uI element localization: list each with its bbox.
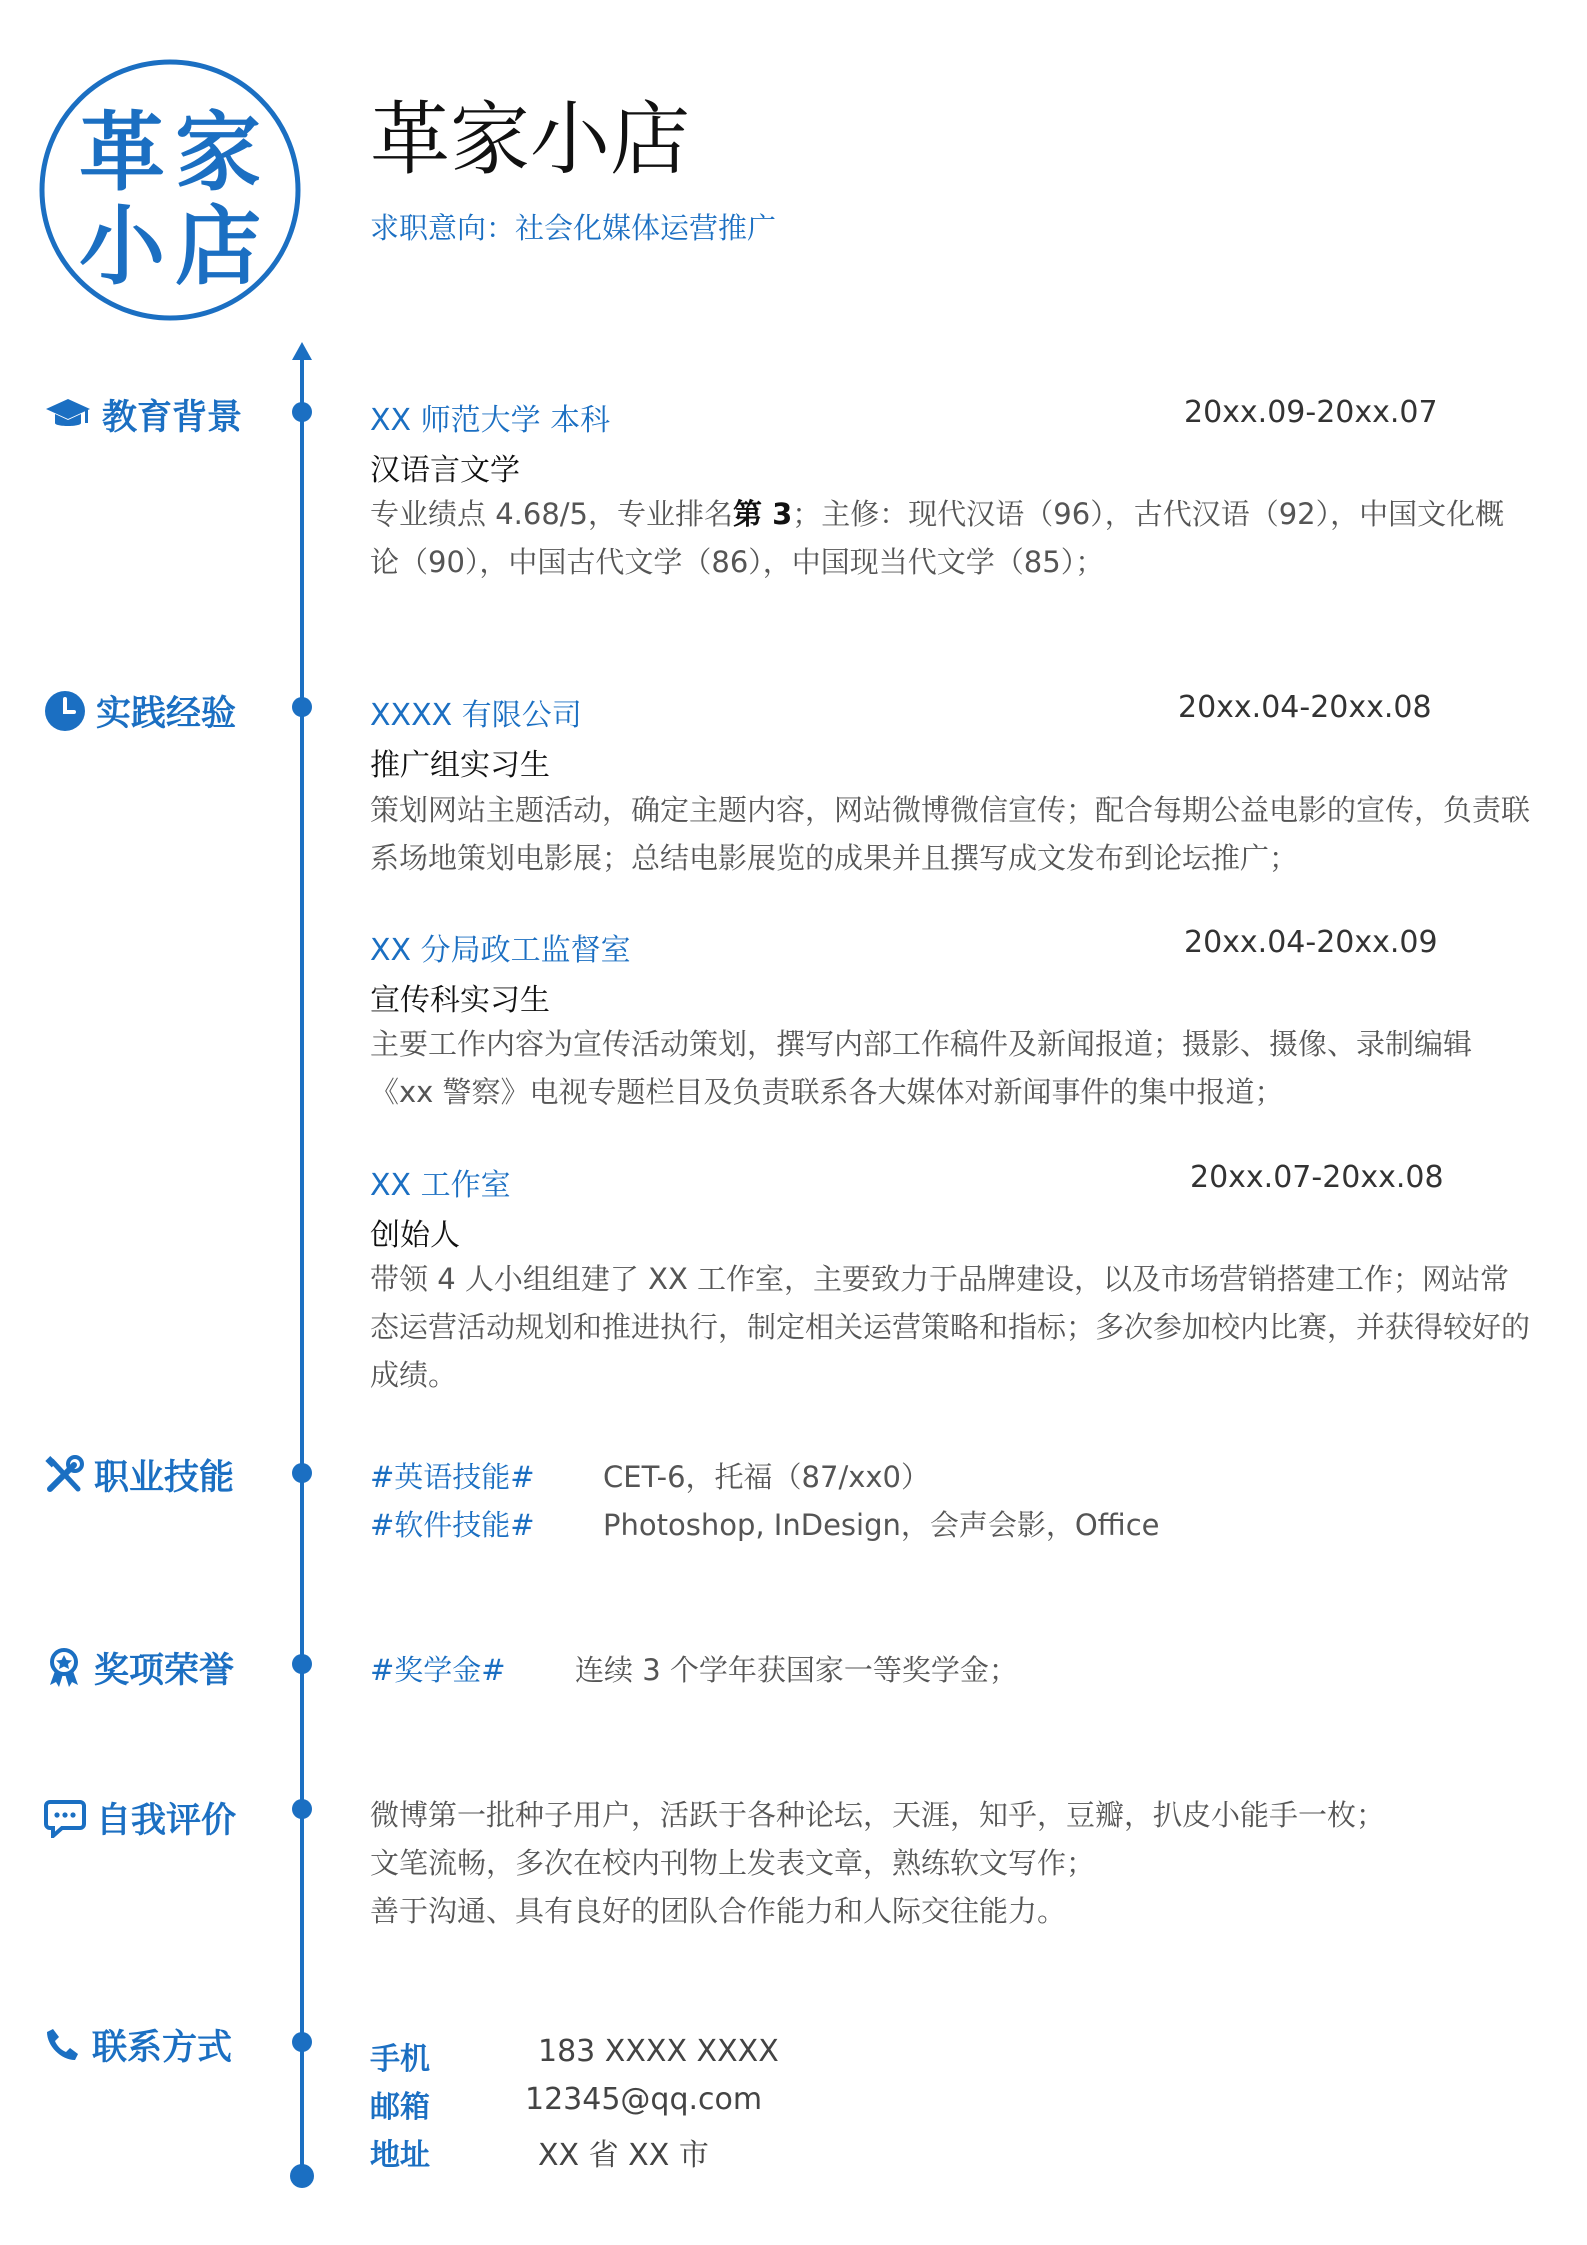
timeline-dot-education [292, 402, 312, 422]
timeline-dot-end [290, 2164, 314, 2188]
experience-date: 20xx.04-20xx.08 [1178, 690, 1432, 725]
graduation-cap-icon [44, 395, 92, 435]
clock-icon [44, 690, 86, 732]
self-eval-line: 文笔流畅，多次在校内刊物上发表文章，熟练软文写作； [370, 1846, 1096, 1880]
logo-char-3: 小 [79, 196, 165, 297]
section-heading-contact [44, 2020, 232, 2070]
section-title: 奖项荣誉 [94, 1651, 235, 1691]
experience-role: 宣传科实习生 [370, 983, 550, 1018]
experience-description: 策划网站主题活动，确定主题内容，网站微博微信宣传；配合每期公益电影的宣传，负责联系场地策划电影展；总结电影展览的成果并且撰写成文发布到论坛推广； [370, 793, 1531, 875]
timeline-line [300, 360, 304, 2175]
contact-label: 手机 [370, 2042, 430, 2077]
section-title: 实践经验 [96, 694, 237, 734]
experience-description: 主要工作内容为宣传活动策划，撰写内部工作稿件及新闻报道；摄影、摄像、录制编辑《xx 警察》电视专题栏目及负责联系各大媒体对新闻事件的集中报道； [370, 1027, 1473, 1109]
tools-icon [44, 1455, 84, 1495]
rank-highlight: 第 3 [733, 497, 793, 531]
logo-seal [38, 58, 302, 322]
experience-role: 推广组实习生 [370, 748, 550, 783]
job-objective: 求职意向：社会化媒体运营推广 [370, 211, 777, 245]
section-heading-self-eval [44, 1793, 236, 1843]
experience-date: 20xx.07-20xx.08 [1190, 1160, 1444, 1195]
timeline-dot-self-eval [292, 1799, 312, 1819]
contact-label: 邮箱 [370, 2090, 430, 2125]
section-title: 职业技能 [94, 1458, 235, 1498]
section-heading-education [44, 390, 242, 440]
desc-text: 专业绩点 4.68/5，专业排名 [370, 497, 734, 531]
education-description [370, 490, 1530, 586]
award-value: 连续 3 个学年获国家一等奖学金； [575, 1653, 1018, 1687]
experience-description: 带领 4 人小组组建了 XX 工作室，主要致力于品牌建设，以及市场营销搭建工作；网站常态运营活动规划和推进执行，制定相关运营策略和指标；多次参加校内比赛，并获得较好的成绩。 [370, 1262, 1531, 1392]
logo-char-1: 革 [79, 102, 165, 203]
section-heading-awards [44, 1643, 234, 1693]
section-heading-experience [44, 686, 236, 736]
experience-role: 创始人 [370, 1218, 460, 1253]
phone-icon [44, 2026, 82, 2064]
section-title: 教育背景 [102, 398, 243, 438]
award-ribbon-icon [44, 1647, 84, 1689]
timeline-dot-skills [292, 1463, 312, 1483]
chat-bubble-icon [44, 1798, 86, 1838]
resume-name: 革家小店 [370, 93, 690, 186]
logo-char-2: 家 [175, 102, 261, 203]
timeline-arrow [292, 342, 312, 360]
school-name: XX 师范大学 本科 [370, 403, 611, 438]
education-date: 20xx.09-20xx.07 [1184, 395, 1438, 430]
experience-org: XXXX 有限公司 [370, 698, 582, 733]
experience-org: XX 工作室 [370, 1168, 511, 1203]
self-eval-line: 善于沟通、具有良好的团队合作能力和人际交往能力。 [370, 1894, 1067, 1928]
section-title: 联系方式 [92, 2028, 233, 2068]
section-title: 自我评价 [96, 1801, 237, 1841]
timeline-dot-contact [292, 2032, 312, 2052]
skill-tag: #英语技能# [370, 1460, 535, 1494]
contact-value: XX 省 XX 市 [538, 2138, 709, 2173]
skill-tag: #软件技能# [370, 1508, 535, 1542]
logo-char-4: 店 [175, 196, 261, 297]
contact-value: 183 XXXX XXXX [538, 2034, 779, 2069]
experience-org: XX 分局政工监督室 [370, 933, 631, 968]
contact-value: 12345@qq.com [525, 2082, 763, 2117]
award-tag: #奖学金# [370, 1653, 506, 1687]
skill-value: Photoshop, InDesign，会声会影，Office [603, 1508, 1160, 1542]
self-eval-line: 微博第一批种子用户，活跃于各种论坛，天涯，知乎，豆瓣，扒皮小能手一枚； [370, 1798, 1386, 1832]
contact-label: 地址 [370, 2138, 430, 2173]
experience-date: 20xx.04-20xx.09 [1184, 925, 1438, 960]
timeline-dot-experience [292, 697, 312, 717]
major: 汉语言文学 [370, 453, 520, 488]
desc-text: ；主修：现代汉语（96），古代汉语（92），中国文化概论（90），中国古代文学（86），中国现当代文学（85）； [370, 497, 1505, 579]
section-heading-skills [44, 1450, 234, 1500]
timeline-dot-awards [292, 1654, 312, 1674]
skill-value: CET-6，托福（87/xx0） [603, 1460, 930, 1494]
